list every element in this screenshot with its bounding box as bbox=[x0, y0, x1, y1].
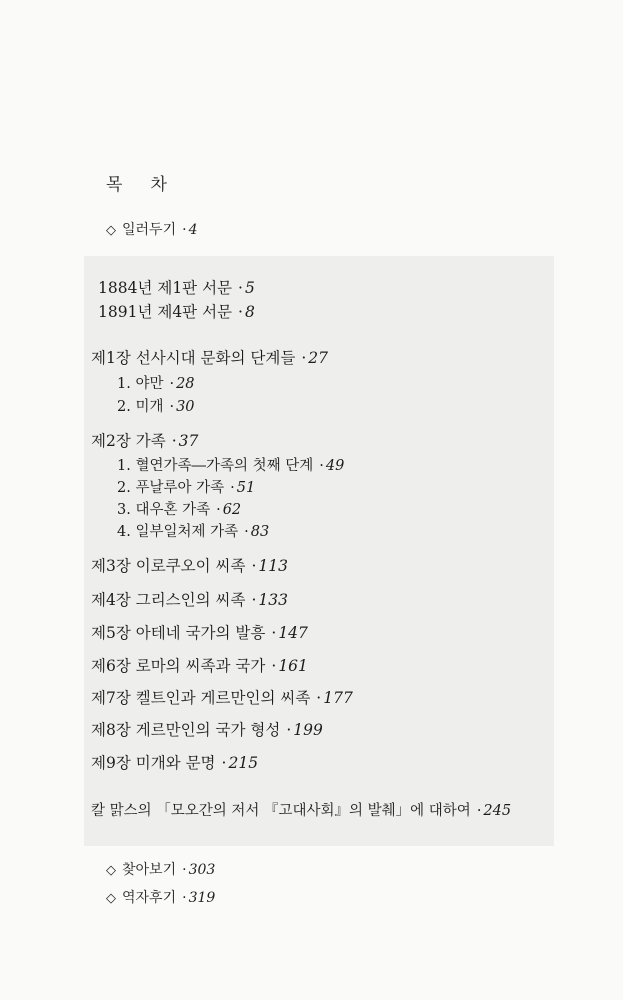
page-title bbox=[106, 170, 167, 195]
toc-entry-ch2-section-3[interactable]: 3. 대우혼 가족 · 62 bbox=[117, 502, 242, 518]
diamond-bullet-icon: ◇ bbox=[106, 863, 116, 878]
toc-entry-chapter-8[interactable]: 제8장 게르만인의 국가 형성 · 199 bbox=[91, 721, 323, 739]
toc-entry-chapter-2[interactable]: 제2장 가족 · 37 bbox=[91, 432, 199, 450]
toc-entry-ch2-section-2[interactable]: 2. 푸날루아 가족 · 51 bbox=[117, 480, 256, 496]
diamond-bullet-icon: ◇ bbox=[106, 223, 116, 238]
toc-entry-appendix[interactable]: 칼 맑스의 「모오간의 저서 『고대사회』의 발췌」에 대하여 · 245 bbox=[91, 803, 512, 819]
toc-entry-translator-afterword[interactable]: ◇ 역자후기 · 319 bbox=[106, 890, 216, 906]
toc-entry-ch1-section-1[interactable]: 1. 야만 · 28 bbox=[117, 376, 195, 392]
toc-entry-chapter-6[interactable]: 제6장 로마의 씨족과 국가 · 161 bbox=[91, 657, 308, 675]
toc-entry-chapter-9[interactable]: 제9장 미개와 문명 · 215 bbox=[91, 754, 259, 772]
toc-entry-chapter-7[interactable]: 제7장 켈트인과 게르만인의 씨족 · 177 bbox=[91, 689, 353, 707]
toc-entry-ch1-section-2[interactable]: 2. 미개 · 30 bbox=[117, 399, 195, 415]
entry-label: 일러두기 bbox=[122, 222, 177, 238]
front-note-entry[interactable] bbox=[106, 219, 197, 239]
title-char-2: 차 bbox=[150, 175, 167, 195]
toc-entry-preface-2[interactable]: 1891년 제4판 서문 · 8 bbox=[98, 303, 255, 321]
toc-entry-preface-1[interactable]: 1884년 제1판 서문 · 5 bbox=[98, 279, 255, 297]
entry-page: · 4 bbox=[182, 222, 198, 238]
title-char-1: 목 bbox=[106, 175, 123, 195]
toc-entry-chapter-5[interactable]: 제5장 아테네 국가의 발흥 · 147 bbox=[91, 624, 308, 642]
diamond-bullet-icon: ◇ bbox=[106, 891, 116, 906]
toc-entry-index[interactable]: ◇ 찾아보기 · 303 bbox=[106, 862, 216, 878]
toc-entry-chapter-3[interactable]: 제3장 이로쿠오이 씨족 · 113 bbox=[91, 557, 289, 575]
toc-entry-chapter-4[interactable]: 제4장 그리스인의 씨족 · 133 bbox=[91, 591, 289, 609]
toc-entry-ch2-section-4[interactable]: 4. 일부일처제 가족 · 83 bbox=[117, 524, 270, 540]
toc-entry-ch2-section-1[interactable]: 1. 혈연가족―가족의 첫째 단계 · 49 bbox=[117, 458, 345, 474]
toc-entry-chapter-1[interactable]: 제1장 선사시대 문화의 단계들 · 27 bbox=[91, 349, 328, 367]
